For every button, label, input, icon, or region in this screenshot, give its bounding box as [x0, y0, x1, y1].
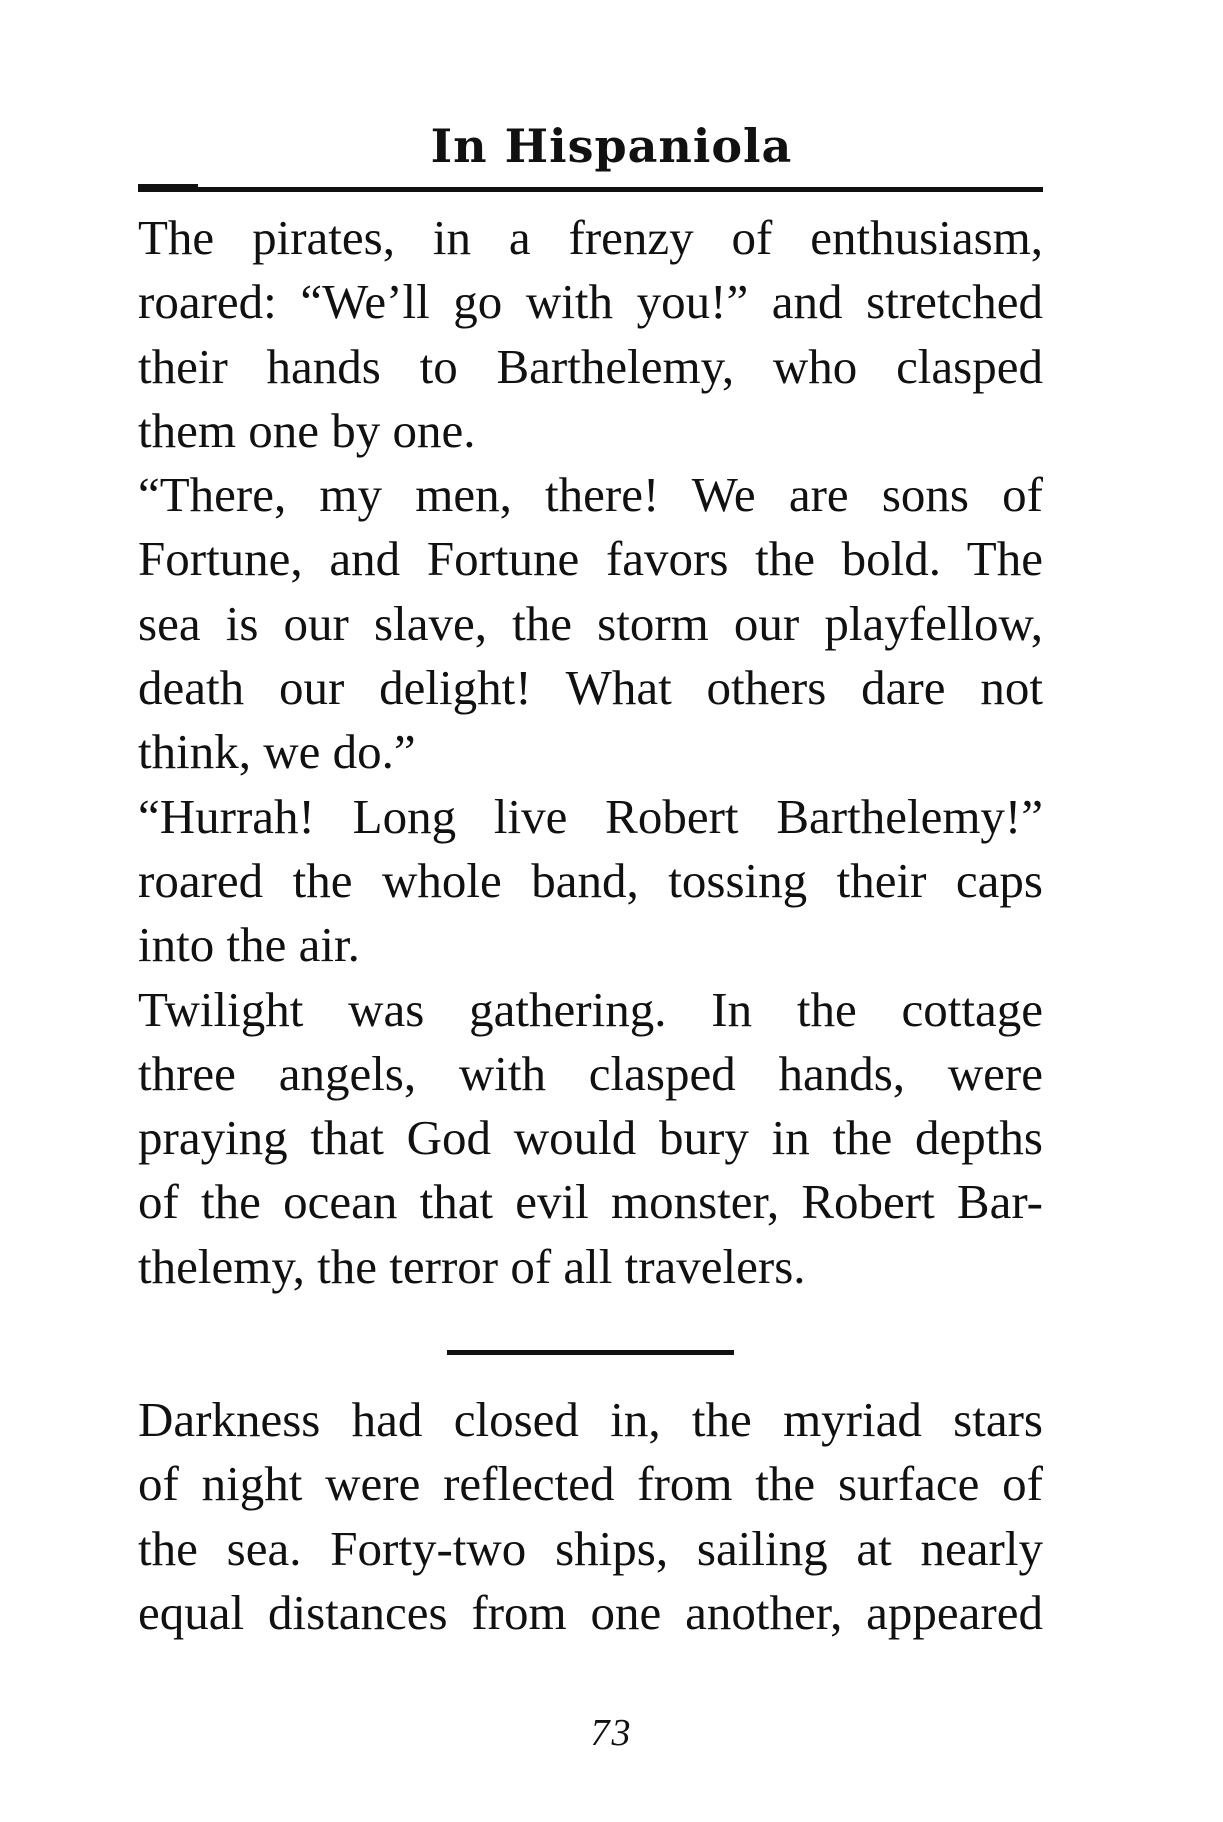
text-line: equal distances from one another, appeared: [138, 1584, 1043, 1640]
running-head: In Hispaniola: [430, 119, 793, 173]
text-line: Fortune, and Fortune favors the bold. The: [138, 531, 1043, 587]
text-line: their hands to Barthelemy, who clasped: [138, 338, 1043, 394]
text-line: The pirates, in a frenzy of enthusiasm,: [138, 210, 1043, 265]
header-rule: [138, 187, 1043, 192]
text-line: them one by one.: [138, 402, 476, 458]
text-line: praying that God would bury in the depths: [138, 1110, 1043, 1166]
text-line: the sea. Forty-two ships, sailing at nearly: [138, 1520, 1043, 1576]
text-line: three angels, with clasped hands, were: [138, 1045, 1043, 1101]
text-line: Darkness had closed in, the myriad stars: [138, 1392, 1043, 1447]
text-line: think, we do.”: [138, 724, 416, 780]
text-line: roared: “We’ll go with you!” and stretched: [138, 274, 1043, 330]
text-line: death our delight! What others dare not: [138, 660, 1043, 716]
text-line: into the air.: [138, 917, 360, 973]
section-1-text: [138, 206, 1043, 1299]
text-line: Twilight was gathering. In the cottage: [138, 981, 1043, 1037]
text-line: roared the whole band, tossing their caps: [138, 852, 1043, 908]
section-break-rule: [447, 1350, 734, 1355]
section-2-text: [138, 1388, 1043, 1645]
text-line: sea is our slave, the storm our playfellow,: [138, 595, 1043, 651]
text-line: “There, my men, there! We are sons of: [138, 467, 1043, 523]
text-line: of the ocean that evil monster, Robert Bar-: [138, 1174, 1043, 1230]
text-line: of night were reflected from the surface of: [138, 1456, 1043, 1512]
text-line: thelemy, the terror of all travelers.: [138, 1238, 806, 1294]
text-line: “Hurrah! Long live Robert Barthelemy!”: [138, 788, 1043, 844]
page-number: 73: [590, 1712, 633, 1754]
